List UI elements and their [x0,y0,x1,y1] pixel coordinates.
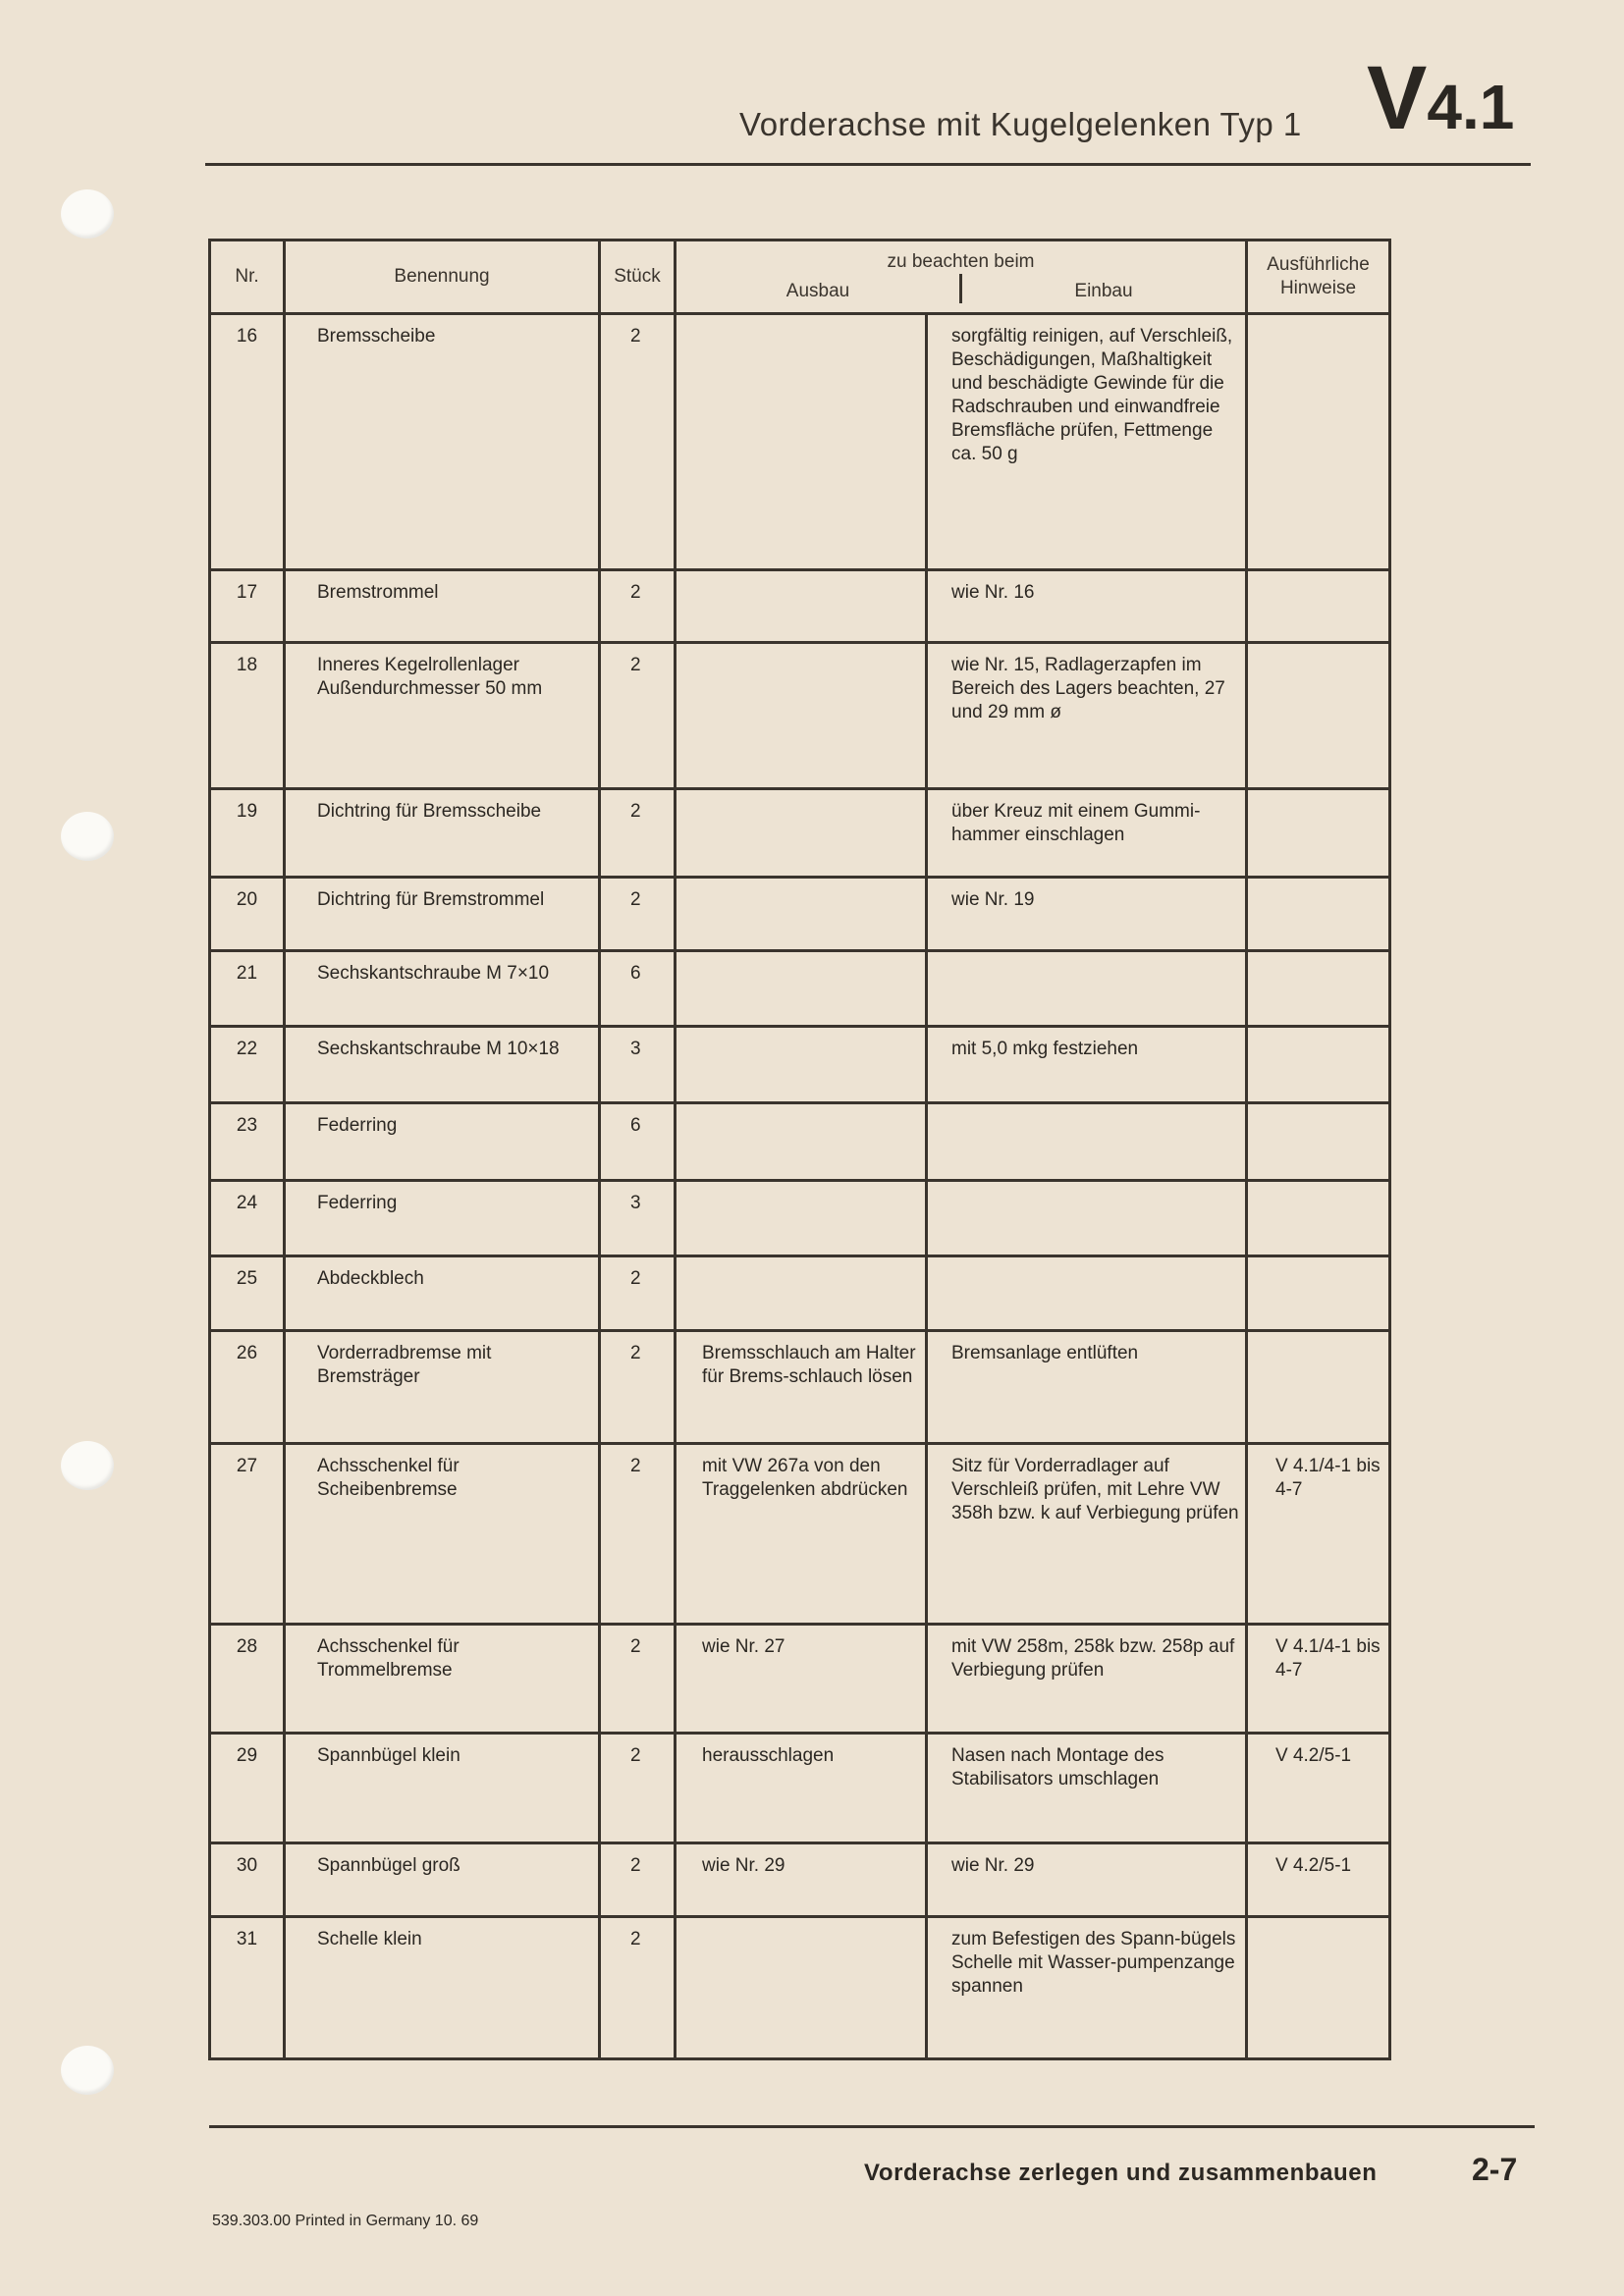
cell-einbau: mit 5,0 mkg festziehen [927,1027,1247,1103]
cell-ausbau [676,951,927,1027]
cell-nr: 29 [210,1734,285,1843]
table-row [210,1843,1390,1917]
cell-name: Achsschenkel für Trommelbremse [285,1625,600,1734]
cell-nr: 16 [210,314,285,570]
cell-hinweise [1247,878,1390,951]
cell-einbau: über Kreuz mit einem Gummi-hammer einschlagen [927,789,1247,878]
table-row [210,1444,1390,1625]
cell-name: Abdeckblech [285,1256,600,1331]
cell-qty: 2 [600,1331,676,1444]
cell-nr: 22 [210,1027,285,1103]
table-row [210,1103,1390,1181]
cell-nr: 24 [210,1181,285,1256]
parts-table [208,239,1391,2060]
cell-einbau: Nasen nach Montage des Stabilisators umschlagen [927,1734,1247,1843]
cell-ausbau: wie Nr. 29 [676,1843,927,1917]
cell-name: Sechskantschraube M 10×18 [285,1027,600,1103]
punch-hole [61,1441,114,1490]
cell-hinweise [1247,1331,1390,1444]
cell-name: Achsschenkel für Scheibenbremse [285,1444,600,1625]
col-header-hinweise: Ausführliche Hinweise [1247,240,1390,314]
cell-hinweise [1247,1917,1390,2059]
table-row [210,878,1390,951]
cell-hinweise [1247,643,1390,789]
cell-name: Schelle klein [285,1917,600,2059]
cell-nr: 18 [210,643,285,789]
cell-einbau: Sitz für Vorderradlager auf Verschleiß prüfen, mit Lehre VW 358h bzw. k auf Verbiegung prüfen [927,1444,1247,1625]
cell-einbau: sorgfältig reinigen, auf Verschleiß, Beschädigungen, Maßhaltigkeit und beschädigte Gewinde für die Radschrauben und einwandfreie Bremsfläche prüfen, Fettmenge ca. 50 g [927,314,1247,570]
cell-nr: 20 [210,878,285,951]
cell-nr: 23 [210,1103,285,1181]
table-row [210,314,1390,570]
cell-nr: 31 [210,1917,285,2059]
cell-name: Bremstrommel [285,570,600,643]
cell-einbau: wie Nr. 16 [927,570,1247,643]
table-row [210,1917,1390,2059]
cell-name: Dichtring für Bremsscheibe [285,789,600,878]
table-row [210,570,1390,643]
cell-name: Inneres Kegelrollenlager Außendurchmesser 50 mm [285,643,600,789]
cell-nr: 28 [210,1625,285,1734]
col-header-name: Benennung [285,240,600,314]
cell-nr: 27 [210,1444,285,1625]
table-row [210,1181,1390,1256]
footer-rule [209,2125,1535,2128]
cell-hinweise [1247,951,1390,1027]
cell-hinweise [1247,1103,1390,1181]
table-header-row [210,240,1390,314]
cell-qty: 2 [600,789,676,878]
cell-hinweise: V 4.2/5-1 [1247,1734,1390,1843]
cell-nr: 21 [210,951,285,1027]
table-row [210,643,1390,789]
table-row [210,1734,1390,1843]
table-row [210,1331,1390,1444]
cell-qty: 2 [600,1734,676,1843]
cell-name: Bremsscheibe [285,314,600,570]
cell-name: Vorderradbremse mit Bremsträger [285,1331,600,1444]
cell-ausbau [676,314,927,570]
cell-name: Federring [285,1103,600,1181]
cell-einbau [927,1181,1247,1256]
table-row [210,951,1390,1027]
section-code [1367,47,1514,150]
cell-hinweise: V 4.1/4-1 bis 4-7 [1247,1444,1390,1625]
col-header-einbau: Einbau [1074,281,1133,301]
punch-hole [61,812,114,861]
cell-einbau: mit VW 258m, 258k bzw. 258p auf Verbiegung prüfen [927,1625,1247,1734]
cell-name: Dichtring für Bremstrommel [285,878,600,951]
cell-qty: 2 [600,1917,676,2059]
cell-ausbau: wie Nr. 27 [676,1625,927,1734]
cell-qty: 2 [600,878,676,951]
cell-qty: 6 [600,1103,676,1181]
cell-einbau: Bremsanlage entlüften [927,1331,1247,1444]
cell-qty: 2 [600,643,676,789]
cell-ausbau [676,570,927,643]
cell-hinweise [1247,789,1390,878]
cell-qty: 2 [600,1256,676,1331]
col-header-ausbau: Ausbau [677,274,962,303]
cell-nr: 25 [210,1256,285,1331]
cell-ausbau [676,643,927,789]
cell-hinweise [1247,1181,1390,1256]
cell-ausbau: Bremsschlauch am Halter für Brems-schlauch lösen [676,1331,927,1444]
section-number: 4.1 [1427,72,1515,142]
cell-einbau [927,1256,1247,1331]
cell-nr: 17 [210,570,285,643]
header-rule [205,163,1531,166]
cell-name: Spannbügel groß [285,1843,600,1917]
table-row [210,789,1390,878]
table-row [210,1256,1390,1331]
cell-einbau: wie Nr. 29 [927,1843,1247,1917]
cell-qty: 2 [600,1444,676,1625]
cell-ausbau [676,1181,927,1256]
cell-nr: 26 [210,1331,285,1444]
cell-ausbau [676,1256,927,1331]
punch-hole [61,2046,114,2095]
cell-ausbau: herausschlagen [676,1734,927,1843]
col-header-nr: Nr. [210,240,285,314]
cell-qty: 2 [600,1843,676,1917]
cell-hinweise [1247,314,1390,570]
cell-einbau: wie Nr. 15, Radlagerzapfen im Bereich des Lagers beachten, 27 und 29 mm ø [927,643,1247,789]
page-title: Vorderachse mit Kugelgelenken Typ 1 [739,106,1302,142]
cell-hinweise [1247,1256,1390,1331]
table-row [210,1625,1390,1734]
cell-ausbau [676,878,927,951]
page-number: 2-7 [1472,2152,1518,2187]
cell-ausbau [676,1917,927,2059]
cell-qty: 2 [600,1625,676,1734]
table-row [210,1027,1390,1103]
cell-qty: 2 [600,570,676,643]
cell-einbau [927,1103,1247,1181]
cell-name: Federring [285,1181,600,1256]
footer-title: Vorderachse zerlegen und zusammenbauen [864,2160,1378,2186]
cell-nr: 19 [210,789,285,878]
cell-qty: 2 [600,314,676,570]
print-info: 539.303.00 Printed in Germany 10. 69 [212,2213,479,2229]
cell-einbau: wie Nr. 19 [927,878,1247,951]
cell-ausbau [676,789,927,878]
punch-hole [61,189,114,239]
col-header-group-label: zu beachten beim [887,251,1035,272]
col-header-group [676,240,1247,314]
cell-qty: 6 [600,951,676,1027]
cell-name: Spannbügel klein [285,1734,600,1843]
cell-hinweise [1247,1027,1390,1103]
cell-einbau [927,951,1247,1027]
cell-hinweise [1247,570,1390,643]
cell-nr: 30 [210,1843,285,1917]
cell-einbau: zum Befestigen des Spann-bügels Schelle mit Wasser-pumpenzange spannen [927,1917,1247,2059]
cell-hinweise: V 4.2/5-1 [1247,1843,1390,1917]
cell-ausbau: mit VW 267a von den Traggelenken abdrücken [676,1444,927,1625]
section-letter: V [1367,48,1428,148]
cell-qty: 3 [600,1027,676,1103]
cell-qty: 3 [600,1181,676,1256]
cell-ausbau [676,1027,927,1103]
col-header-qty: Stück [600,240,676,314]
cell-hinweise: V 4.1/4-1 bis 4-7 [1247,1625,1390,1734]
cell-name: Sechskantschraube M 7×10 [285,951,600,1027]
cell-ausbau [676,1103,927,1181]
